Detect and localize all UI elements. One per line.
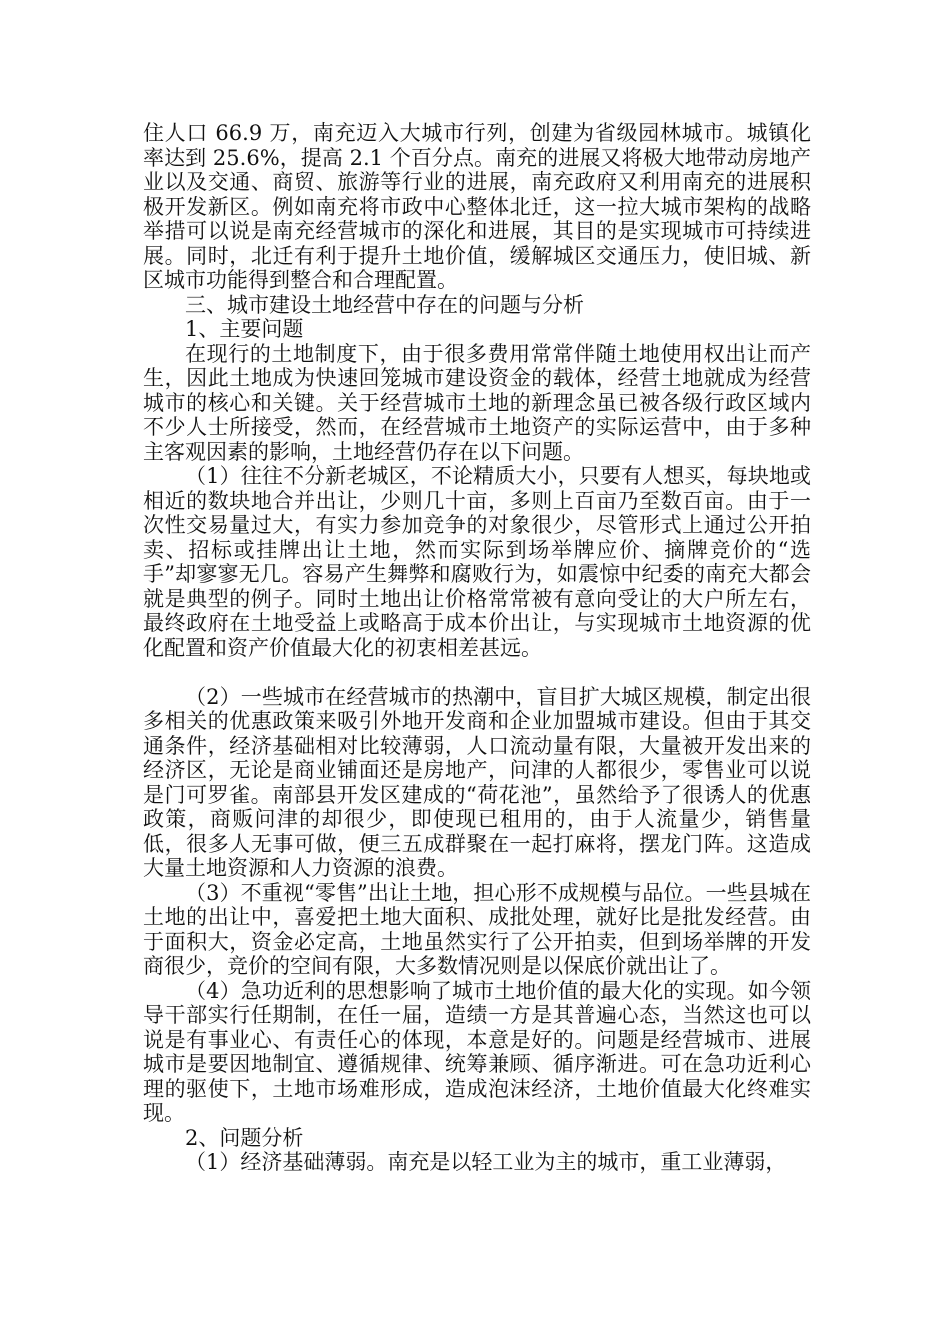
paragraph-spacer xyxy=(143,660,811,685)
subheading-problem-analysis: 2、问题分析 xyxy=(185,1125,304,1150)
paragraph-problem-1: （1）往往不分新老城区，不论精质大小，只要有人想买，每块地或相近的数块地合并出让，少则几十亩，多则上百亩乃至数百亩。由于一次性交易量过大，有实力参加竞争的对象很少，尽管形式上通过公开拍卖、招标或挂牌出让土地，然而实际到场举牌应价、摘牌竞价的“选手”却寥寥无几。容易产生舞弊和腐败行为，如震惊中纪委的南充大都会就是典型的例子。同时土地出让价格常常被有意向受让的大户所左右，最终政府在土地受益上或略高于成本价出让，与实现城市土地资源的优化配置和资产价值最大化的初衷相差甚远。 xyxy=(143,464,811,660)
subheading-main-problems: 1、主要问题 xyxy=(185,317,304,341)
paragraph-problem-2: （2）一些城市在经营城市的热潮中，盲目扩大城区规模，制定出很多相关的优惠政策来吸引外地开发商和企业加盟城市建设。但由于其交通条件，经济基础相对比较薄弱，人口流动量有限，大量被开发出来的经济区，无论是商业铺面还是房地产，问津的人都很少，零售业可以说是门可罗雀。南部县开发区建成的“荷花池”，虽然给予了很诱人的优惠政策，商贩问津的却很少，即使现已租用的，由于人流量少，销售量低，很多人无事可做，便三五成群聚在一起打麻将，摆龙门阵。这造成大量土地资源和人力资源的浪费。 xyxy=(143,684,811,880)
paragraph-analysis-1: （1）经济基础薄弱。南充是以轻工业为主的城市，重工业薄弱， xyxy=(185,1150,787,1174)
paragraph-problem-3: （3）不重视“零售”出让土地，担心形不成规模与品位。一些县城在土地的出让中，喜爱把土地大面积、成批处理，就好比是批发经营。由于面积大，资金必定高，土地虽然实行了公开拍卖，但到场举牌的开发商很少，竞价的空间有限，大多数情况则是以保底价就出让了。 xyxy=(143,880,811,978)
section-heading-3: 三、城市建设土地经营中存在的问题与分析 xyxy=(185,292,584,317)
paragraph-problem-4: （4）急功近利的思想影响了城市土地价值的最大化的实现。如今领导干部实行任期制，在任一届，造绩一方是其普遍心态，当然这也可以说是有事业心、有责任心的体现，本意是好的。问题是经营城市、进展城市是要因地制宜、遵循规律、统筹兼顾、循序渐进。可在急功近利心理的驱使下，土地市场难形成，造成泡沫经济，土地价值最大化终难实现。 xyxy=(143,978,811,1125)
paragraph-intro: 住人口 66.9 万，南充迈入大城市行列，创建为省级园林城市。城镇化率达到 25.6%，提高 2.1 个百分点。南充的进展又将极大地带动房地产业以及交通、商贸、旅游等行业的进展，南充政府又利用南充的进展积极开发新区。例如南充将市政中心整体北迁，这一拉大城市架构的战略举措可以说是南充经营城市的深化和进展，其目的是实现城市可持续进展。同时，北迁有利于提升土地价值，缓解城区交通压力，使旧城、新区城市功能得到整合和合理配置。 xyxy=(143,121,811,292)
document-body xyxy=(143,121,811,1175)
paragraph-land-system: 在现行的土地制度下，由于很多费用常常伴随土地使用权出让而产生，因此土地成为快速回笼城市建设资金的载体，经营土地就成为经营城市的核心和关键。关于经营城市土地的新理念虽已被各级行政区域内不少人士所接受，然而，在经营城市土地资产的实际运营中，由于多种主客观因素的影响，土地经营仍存在以下问题。 xyxy=(143,341,811,464)
